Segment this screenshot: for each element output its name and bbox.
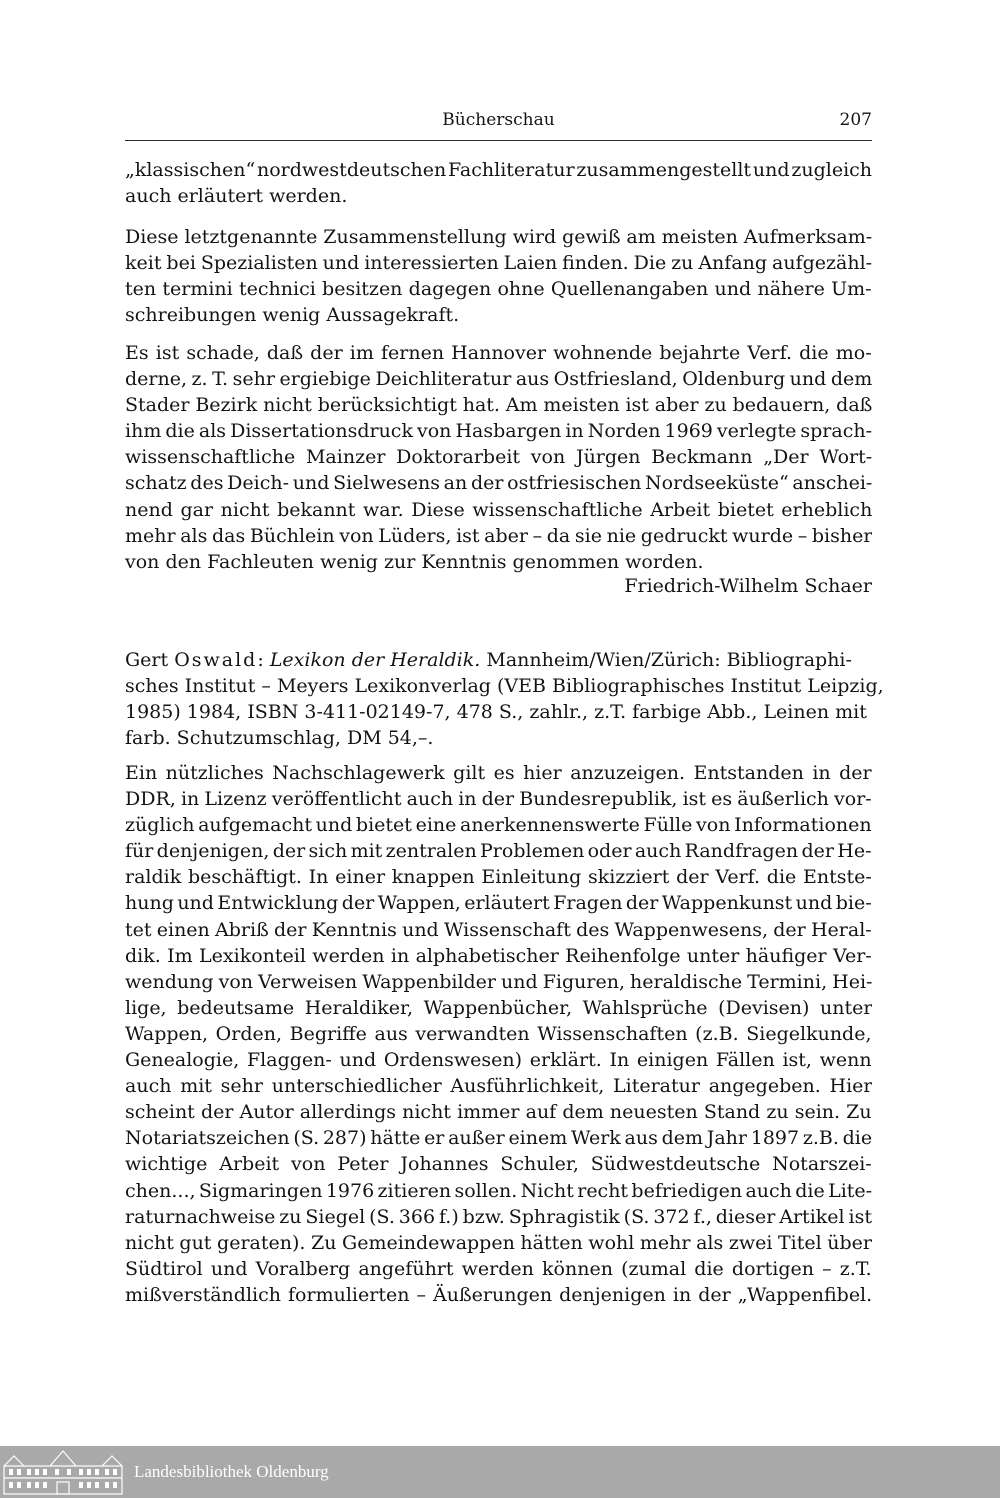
text-line: ten termini technici besitzen dagegen ohne Quellenangaben und nähere Um- [125, 278, 872, 301]
bib-first-line: Gert Oswald: Lexikon der Heraldik. Mannheim/Wien/Zürich: Bibliographi- [125, 649, 852, 671]
paragraph-2 [125, 224, 872, 328]
text-line: Stader Bezirk nicht berücksichtigt hat. Am meisten ist aber zu bedauern, daß [125, 394, 872, 417]
text-line: schreibungen wenig Aussagekraft. [125, 304, 460, 327]
bibliographic-entry [125, 647, 884, 751]
text-line: wissenschaftliche Mainzer Doktorarbeit von Jürgen Beckmann „Der Wort- [125, 446, 872, 469]
text-line: schatz des Deich- und Sielwesens an der ostfriesischen Nordseeküste“ anschei- [125, 472, 872, 495]
text-line: wichtige Arbeit von Peter Johannes Schuler, Südwestdeutsche Notarszei- [125, 1153, 872, 1176]
text-line: Südtirol und Voralberg angeführt werden können (zumal die dortigen – z.T. [125, 1257, 872, 1280]
library-building-icon [0, 1448, 126, 1496]
running-head: Bücherschau [442, 110, 555, 130]
text-line: keit bei Spezialisten und interessierten Laien finden. Die zu Anfang aufgezähl- [125, 252, 872, 275]
text-line: chen..., Sigmaringen 1976 zitieren sollen. Nicht recht befriedigen auch die Lite- [125, 1179, 872, 1202]
text-line: wendung von Verweisen Wappenbilder und Figuren, heraldische Termini, Hei- [125, 970, 872, 993]
publication-info: Mannheim/Wien/Zürich: Bibliographi- [480, 649, 852, 671]
text-line: nend gar nicht bekannt war. Diese wissenschaftliche Arbeit bietet erheblich [125, 498, 872, 521]
text-line: dik. Im Lexikonteil werden in alphabetischer Reihenfolge unter häufiger Ver- [125, 944, 872, 967]
library-name: Landesbibliothek Oldenburg [134, 1462, 329, 1481]
text-line: 1985) 1984, ISBN 3-411-02149-7, 478 S., zahlr., z.T. farbige Abb., Leinen mit [125, 701, 867, 724]
page-header [125, 104, 872, 141]
text-line: „klassischen“ nordwestdeutschen Fachliteratur zusammengestellt und zugleich [125, 159, 872, 181]
text-line: auch erläutert werden. [125, 185, 348, 208]
paragraph-1 [125, 157, 872, 209]
text-line: raldik beschäftigt. In einer knappen Einleitung skizziert der Verf. die Entste- [125, 866, 872, 889]
text-line: von den Fachleuten wenig zur Kenntnis genommen worden. [125, 550, 704, 573]
text-line: ihm die als Dissertationsdruck von Hasbargen in Norden 1969 verlegte sprach- [125, 420, 872, 443]
paragraph-3 [125, 340, 872, 575]
text-line: mehr als das Büchlein von Lüders, ist aber – da sie nie gedruckt wurde – bisher [125, 524, 872, 547]
reviewer-signature: Friedrich-Wilhelm Schaer [624, 575, 872, 597]
text-line: Genealogie, Flaggen- und Ordenswesen) erklärt. In einigen Fällen ist, wenn [125, 1049, 872, 1072]
text-line: Es ist schade, daß der im fernen Hannover wohnende bejahrte Verf. die mo- [125, 342, 872, 364]
text-line: auch mit sehr unterschiedlicher Ausführlichkeit, Literatur angegeben. Hier [125, 1075, 872, 1098]
text-line: Wappen, Orden, Begriffe aus verwandten Wissenschaften (z.B. Siegelkunde, [125, 1022, 872, 1045]
text-line: für denjenigen, der sich mit zentralen Problemen oder auch Randfragen der He- [125, 840, 872, 863]
review-body [125, 760, 872, 1308]
text-line: raturnachweise zu Siegel (S. 366 f.) bzw. Sphragistik (S. 372 f., dieser Artikel ist [125, 1205, 872, 1228]
text-line: mißverständlich formulierten – Äußerungen denjenigen in der „Wappenfibel. [125, 1283, 872, 1306]
text-line: Diese letztgenannte Zusammenstellung wird gewiß am meisten Aufmerksam- [125, 226, 872, 248]
author-last-name: Oswald [174, 649, 258, 671]
page-number: 207 [839, 110, 872, 130]
text-line: tet einen Abriß der Kenntnis und Wissenschaft des Wappenwesens, der Heral- [125, 918, 872, 941]
author-first-name: Gert [125, 649, 169, 671]
text-line: hung und Entwicklung der Wappen, erläutert Fragen der Wappenkunst und bie- [125, 892, 872, 915]
text-line: DDR, in Lizenz veröffentlicht auch in der Bundesrepublik, ist es äußerlich vor- [125, 788, 872, 811]
text-line: züglich aufgemacht und bietet eine anerkennenswerte Fülle von Informationen [125, 814, 872, 837]
text-line: Ein nützliches Nachschlagewerk gilt es hier anzuzeigen. Entstanden in der [125, 762, 872, 784]
text-line: farb. Schutzumschlag, DM 54,–. [125, 727, 434, 750]
library-footer [0, 1446, 1000, 1498]
text-line: lige, bedeutsame Heraldiker, Wappenbücher, Wahlsprüche (Devisen) unter [125, 996, 872, 1019]
text-line: nicht gut geraten). Zu Gemeindewappen hätten wohl mehr als zwei Titel über [125, 1231, 872, 1254]
text-line: scheint der Autor allerdings nicht immer auf dem neuesten Stand zu sein. Zu [125, 1101, 872, 1124]
text-line: Notariatszeichen (S. 287) hätte er außer einem Werk aus dem Jahr 1897 z.B. die [125, 1127, 872, 1150]
text-line: derne, z. T. sehr ergiebige Deichliteratur aus Ostfriesland, Oldenburg und dem [125, 368, 872, 391]
text-line: sches Institut – Meyers Lexikonverlag (VEB Bibliographisches Institut Leipzig, [125, 675, 884, 698]
book-title: Lexikon der Heraldik. [269, 649, 481, 671]
